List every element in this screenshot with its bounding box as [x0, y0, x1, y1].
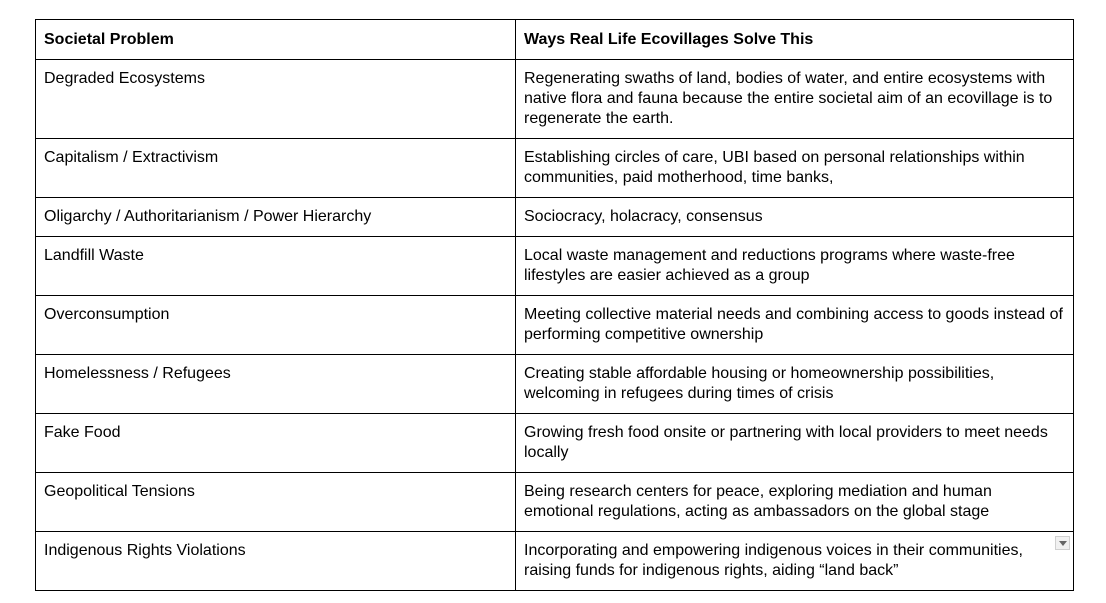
problem-cell: Fake Food: [36, 414, 516, 473]
problem-cell: Homelessness / Refugees: [36, 355, 516, 414]
societal-problems-table: [35, 19, 1074, 591]
cell-dropdown-button[interactable]: [1055, 536, 1070, 550]
problem-cell: Degraded Ecosystems: [36, 60, 516, 139]
solution-cell: Local waste management and reductions programs where waste-free lifestyles are easier achieved as a group: [516, 237, 1074, 296]
solution-cell: Growing fresh food onsite or partnering with local providers to meet needs locally: [516, 414, 1074, 473]
header-ecovillage-solutions: Ways Real Life Ecovillages Solve This: [516, 20, 1074, 60]
table-row: [36, 532, 1074, 591]
table-header-row: [36, 20, 1074, 60]
header-societal-problem: Societal Problem: [36, 20, 516, 60]
table-row: [36, 296, 1074, 355]
problem-cell: Geopolitical Tensions: [36, 473, 516, 532]
solution-cell-text: Incorporating and empowering indigenous voices in their communities, raising funds for indigenous rights, aiding “land back”: [524, 542, 1023, 579]
table-row: [36, 198, 1074, 237]
problem-cell: Indigenous Rights Violations: [36, 532, 516, 591]
table-row: [36, 237, 1074, 296]
chevron-down-icon: [1059, 541, 1067, 546]
problem-cell: Oligarchy / Authoritarianism / Power Hierarchy: [36, 198, 516, 237]
solution-cell: Meeting collective material needs and combining access to goods instead of performing competitive ownership: [516, 296, 1074, 355]
solution-cell: Establishing circles of care, UBI based on personal relationships within communities, paid motherhood, time banks,: [516, 139, 1074, 198]
table-row: [36, 473, 1074, 532]
table-row: [36, 355, 1074, 414]
solution-cell: [516, 532, 1074, 591]
table-row: [36, 139, 1074, 198]
solution-cell: Creating stable affordable housing or homeownership possibilities, welcoming in refugees during times of crisis: [516, 355, 1074, 414]
problem-cell: Capitalism / Extractivism: [36, 139, 516, 198]
problem-cell: Landfill Waste: [36, 237, 516, 296]
table-row: [36, 60, 1074, 139]
solution-cell: Sociocracy, holacracy, consensus: [516, 198, 1074, 237]
solution-cell: Being research centers for peace, exploring mediation and human emotional regulations, acting as ambassadors on the global stage: [516, 473, 1074, 532]
problem-cell: Overconsumption: [36, 296, 516, 355]
solution-cell: Regenerating swaths of land, bodies of water, and entire ecosystems with native flora and fauna because the entire societal aim of an ecovillage is to regenerate the earth.: [516, 60, 1074, 139]
table-row: [36, 414, 1074, 473]
